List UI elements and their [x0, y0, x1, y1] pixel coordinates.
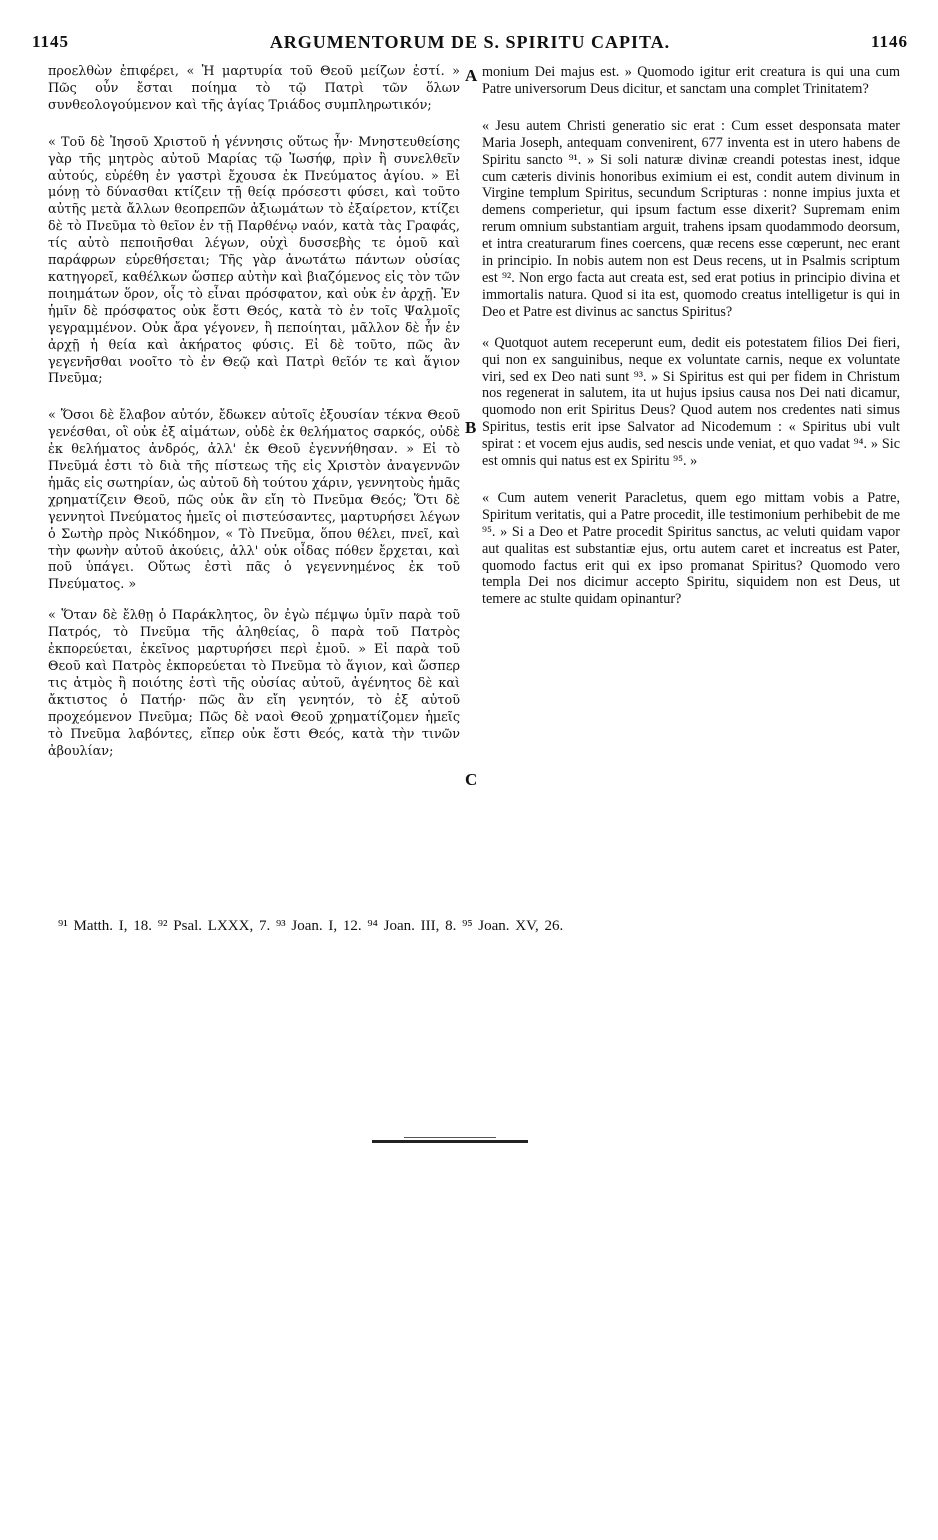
ornamental-rule [372, 1140, 528, 1143]
greek-paragraph: « Ὅσοι δὲ ἔλαβον αὐτόν, ἔδωκεν αὐτοῖς ἐξουσίαν τέκνα Θεοῦ γενέσθαι, οἳ οὐκ ἐξ αἱμάτων, οὐδὲ ἐκ θελήματος σαρκός, οὐδὲ ἐκ θελήματος ἀνδρός, ἀλλ' ἐκ Θεοῦ ἐγεννήθησαν. » Εἰ τὸ Πνεῦμά ἐστι τὸ διὰ τῆς πίστεως τῆς εἰς Χριστὸν ἀναγεννῶν ἡμᾶς εἰς σωτηρίαν, ὡς αὐτοῦ δὴ τούτου χάριν, γεννητοὺς ἡμᾶς χρηματίζειν Θεοῦ, πῶς οὐκ ἂν εἴη τὸ Πνεῦμα Θεός; Ὅτι δὲ γεννητοὶ Πνεύματος ἡμεῖς οἱ πιστεύσαντες, μαρτυρήσει λέγων ὁ Σωτὴρ πρὸς Νικόδημον, « Τὸ Πνεῦμα, ὅπου θέλει, πνεῖ, καὶ τὴν φωνὴν αὐτοῦ ἀκούεις, ἀλλ' οὐκ οἶδας πόθεν ἔρχεται, καὶ ποῦ ὑπάγει. Οὕτως ἐστὶ πᾶς ὁ γεγεννημένος ἐκ τοῦ Πνεύματος. » [48, 408, 460, 593]
ornamental-rule-thin [404, 1137, 496, 1138]
greek-column [48, 64, 460, 760]
margin-marker-b: B [465, 418, 477, 437]
margin-marker-a: A [465, 66, 478, 85]
greek-paragraph: « Τοῦ δὲ Ἰησοῦ Χριστοῦ ἡ γέννησις οὕτως ἦν· Μνηστευθείσης γὰρ τῆς μητρὸς αὐτοῦ Μαρίας τῷ Ἰωσήφ, πρὶν ἢ συνελθεῖν αὐτούς, εὑρέθη ἐν γαστρὶ ἔχουσα ἐκ Πνεύματος ἁγίου. » Εἰ μόνῃ τὸ δύνασθαι κτίζειν τῇ θείᾳ πρόσεστι φύσει, καὶ τοῦτο αὐτῆς μετὰ ἄλλων θεοπρεπῶν ἀξιωμάτων τὸ ἐξαίρετον, κτίζει δὲ τὸ Πνεῦμα τὸ θεῖον ἐν τῇ Παρθένῳ ναόν, κατὰ τὰς Γραφάς, τίς αὐτὸ πεποιῆσθαι λέγων, οὐχὶ δυσσεβὴς τε ὁμοῦ καὶ παράφρων εὑρεθήσεται; Τῆς γὰρ ἀνωτάτω πάντων οὐσίας κατηγορεῖ, καθέλκων ὥσπερ αὐτὴν καὶ βιαζόμενος εἰς τὸν τῶν ποιημάτων ὅρον, οἷς τὸ εἶναι πρόσφατον, καὶ οὐκ ἐν ἀρχῇ. Ἐν ἡμῖν δὲ πρόσφατος οὐκ ἔστι Θεός, κατὰ τὸ ἐν τοῖς Ψαλμοῖς γεγραμμένον. Οὐκ ἄρα γέγονεν, ἢ πεποίηται, μᾶλλον δὲ ἦν ἐν ἀρχῇ ἡ θεία καὶ ἀκήρατος φύσις. Εἰ δὲ τοῦτο, πῶς ἂν γεγενῆσθαι νοοῖτο τὸ ἐν Θεῷ καὶ Πατρὶ θεῖόν τε καὶ ἅγιον Πνεῦμα; [48, 134, 460, 387]
footnotes: ⁹¹ Matth. I, 18. ⁹² Psal. LXXX, 7. ⁹³ Joan. I, 12. ⁹⁴ Joan. III, 8. ⁹⁵ Joan. XV, 26. [58, 918, 564, 934]
latin-paragraph: « Cum autem venerit Paracletus, quem ego mittam vobis a Patre, Spiritum veritatis, qui a Patre procedit, ille testimonium perhibebit de me ⁹⁵. » Si a Deo et Patre procedit Spiritus sanctus, ac veluti quidam vapor aut qualitas est substantiæ ejus, ortu autem caret et increatus est Pater, quomodo factus erit qui ex ipso promanat Spiritus? Quomodo vero templa Dei nos dicimur accepto Spiritu, siquidem non est Deus, ut temere ac stulte quidam opinantur? [482, 489, 900, 608]
latin-column [482, 64, 900, 608]
margin-marker-c: C [465, 770, 478, 789]
latin-paragraph: « Quotquot autem receperunt eum, dedit eis potestatem filios Dei fieri, qui non ex sanguinibus, neque ex voluntate carnis, neque ex voluntate viri, sed ex Deo nati sunt ⁹³. » Si Spiritus est qui per fidem in Christum nos regenerat in salutem, ita ut hujus ipsius causa nos Dei nati dicamur, quomodo non erit Spiritus Deus? Quod autem nos credentes nati simus Spiritus, testis erit ipse Salvator ad Nicodemum : « Spiritus ubi vult spirat : et vocem ejus audis, sed nescis unde veniat, et quo vadat ⁹⁴. » Sic est omnis qui natus est ex Spiritu ⁹⁵. » [482, 334, 900, 470]
running-title: ARGUMENTORUM DE S. SPIRITU CAPITA. [269, 32, 671, 52]
latin-paragraph: monium Dei majus est. » Quomodo igitur erit creatura is qui una cum Patre universorum Deus dicitur, et sanctam una complet Trinitatem? [482, 64, 900, 97]
page-number-left: 1145 [32, 32, 70, 51]
latin-paragraph: « Jesu autem Christi generatio sic erat : Cum esset desponsata mater Maria Joseph, antequam convenirent, 677 inventa est in utero habens de Spiritu sancto ⁹¹. » Si soli naturæ divinæ creandi potestas inest, idque cum cæteris divinis honoribus eximium ei est, condit autem divinum in Virgine templum Spiritus, secundum Scripturas : nonne impius juxta et demens comperietur, qui ipsum factum esse dixerit? Supremam enim rerum omnium substantiam arguit, trahens ipsam quodammodo deorsum, et intra creaturarum fines coercens, quæ recens esse cœperunt, nec erant in principio. In nobis autem non est Deus recens, ut in Psalmis scriptum est ⁹². Non ergo facta aut creata est, sed erat potius in principio divina et immortalis natura. Quod si ita est, quomodo creatus intelligetur is qui in Deo et Patre est divinus ac sanctus Spiritus? [482, 117, 900, 320]
greek-paragraph: προελθὼν ἐπιφέρει, « Ἡ μαρτυρία τοῦ Θεοῦ μείζων ἐστί. » Πῶς οὖν ἔσται ποίημα τὸ τῷ Πατρὶ τῶν ὅλων συνθεολογούμενον καὶ τῆς ἁγίας Τριάδος συμπληρωτικόν; [48, 64, 460, 113]
page-number-right: 1146 [870, 32, 908, 51]
greek-paragraph: « Ὅταν δὲ ἔλθῃ ὁ Παράκλητος, ὃν ἐγὼ πέμψω ὑμῖν παρὰ τοῦ Πατρός, τὸ Πνεῦμα τῆς ἀληθείας, ὃ παρὰ τοῦ Πατρὸς ἐκπορεύεται, ἐκεῖνος μαρτυρήσει περὶ ἐμοῦ. » Εἰ παρὰ τοῦ Θεοῦ καὶ Πατρὸς ἐκπορεύεται τὸ Πνεῦμα τὸ ἅγιον, καὶ ὥσπερ τις ἀτμὸς ἢ ποιότης ἐστὶ τῆς οὐσίας αὐτοῦ, ἀγένητος δὲ καὶ ἄκτιστος ὁ Πατήρ· πῶς ἂν εἴη γενητόν, τὸ ἐξ αὐτοῦ προχεόμενον Πνεῦμα; Πῶς δὲ ναοὶ Θεοῦ χρηματίζομεν ἡμεῖς τὸ Πνεῦμα λαβόντες, εἴπερ οὐκ ἔστι Θεός, κατὰ τὴν τινῶν ἀβουλίαν; [48, 608, 460, 759]
page-header [32, 32, 908, 56]
